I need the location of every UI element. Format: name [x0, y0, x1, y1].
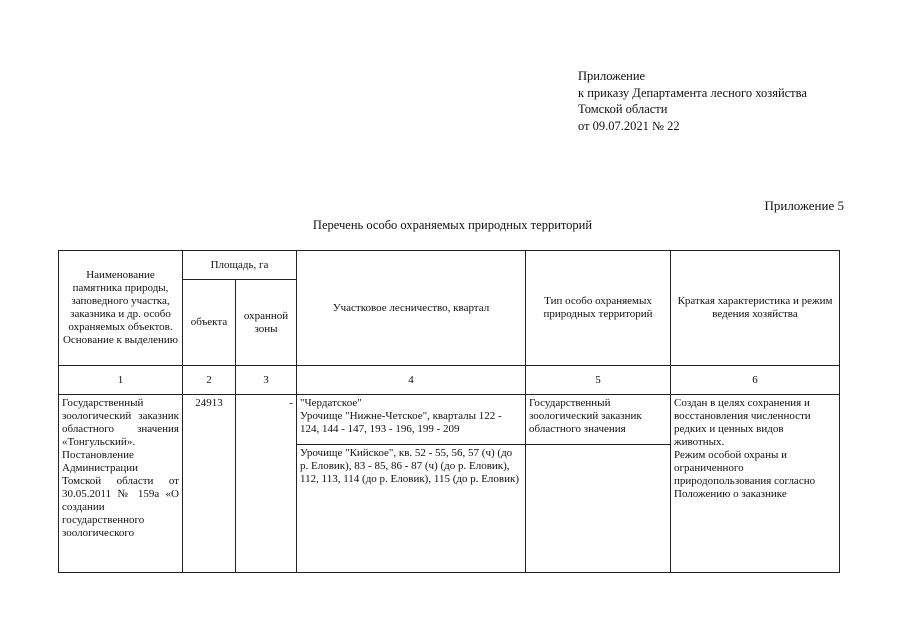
- column-numbers-row: [59, 366, 840, 395]
- cell-area-zone: -: [236, 395, 297, 573]
- col-number-3: 3: [236, 366, 297, 395]
- col-number-6: 6: [671, 366, 840, 395]
- cell-forestry-2: Урочище "Кийское", кв. 52 - 55, 56, 57 (ч) (до р. Еловик), 83 - 85, 86 - 87 (ч) (до р. Еловик), 112, 113, 114 (до р. Еловик), 115 (до р. Еловик): [297, 445, 526, 573]
- header-name: Наименование памятника природы, заповедного участка, заказника и др. особо охраняемых объектов. Основание к выделению: [59, 251, 183, 366]
- header-description: Краткая характеристика и режим ведения хозяйства: [671, 251, 840, 366]
- header-line-4: от 09.07.2021 № 22: [578, 118, 680, 133]
- header-area: Площадь, га: [183, 251, 297, 280]
- col-number-1: 1: [59, 366, 183, 395]
- appendix-label: Приложение 5: [764, 198, 844, 213]
- cell-name: Государственный зоологический заказник областного значения «Тонгульский». Постановление Администрации Томской области от 30.05.2011 № 159а «О создании государственного зоологического: [59, 395, 183, 573]
- cell-description: Создан в целях сохранения и восстановления численности редких и ценных видов животных. Режим особой охраны и ограниченного природопользования согласно Положению о заказнике: [671, 395, 840, 573]
- protected-areas-table: [58, 250, 840, 573]
- approval-header: [578, 68, 807, 134]
- col-number-5: 5: [526, 366, 671, 395]
- header-area-zone: охранной зоны: [236, 280, 297, 366]
- col-number-4: 4: [297, 366, 526, 395]
- header-forestry: Участковое лесничество, квартал: [297, 251, 526, 366]
- header-line-2: к приказу Департамента лесного хозяйства: [578, 85, 807, 100]
- table-row: [59, 395, 840, 445]
- header-row-1: [59, 251, 840, 280]
- cell-area-object: 24913: [183, 395, 236, 573]
- cell-type: Государственный зоологический заказник областного значения: [526, 395, 671, 445]
- document-title: Перечень особо охраняемых природных территорий: [312, 218, 593, 232]
- header-area-object: объекта: [183, 280, 236, 366]
- cell-forestry-1: "Чердатское" Урочище "Нижне-Четское", кварталы 122 - 124, 144 - 147, 193 - 196, 199 - 209: [297, 395, 526, 445]
- header-line-1: Приложение: [578, 69, 646, 83]
- col-number-2: 2: [183, 366, 236, 395]
- header-type: Тип особо охраняемых природных территорий: [526, 251, 671, 366]
- cell-type-empty: [526, 445, 671, 573]
- header-line-3: Томской области: [578, 102, 668, 116]
